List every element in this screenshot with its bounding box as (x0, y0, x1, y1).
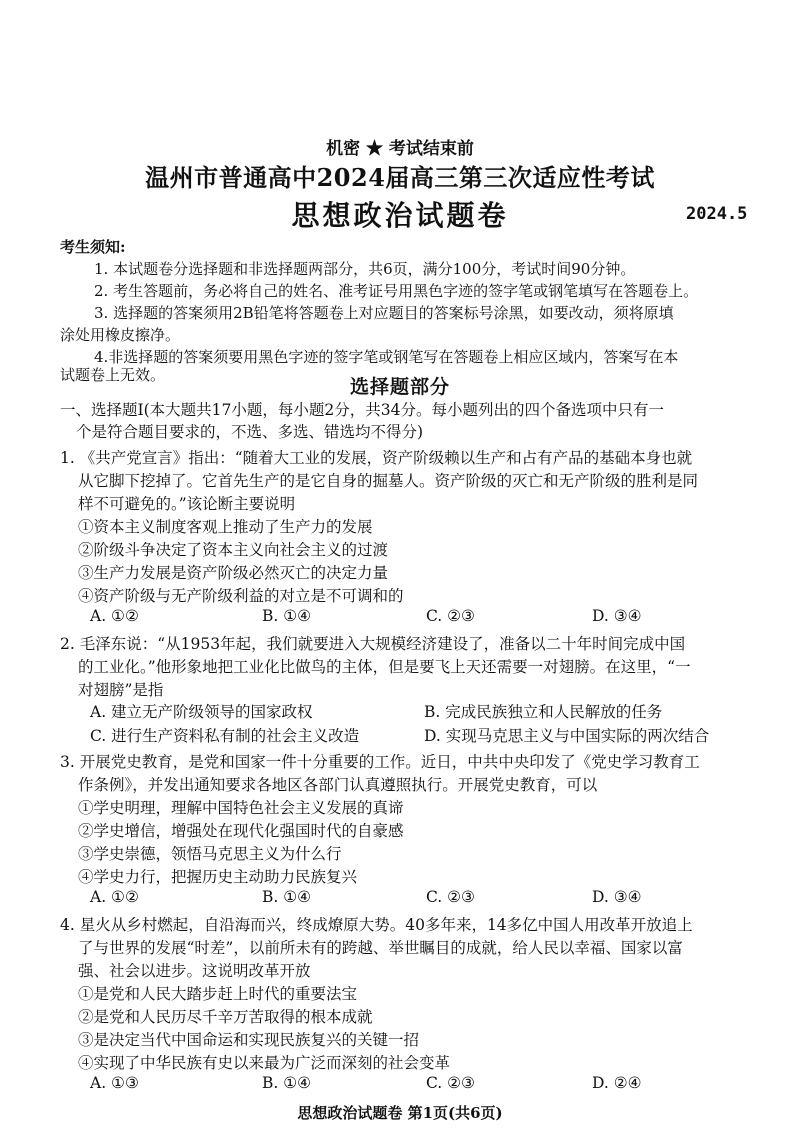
question-text: 从它脚下挖掉了。它首先生产的是它自身的掘墓人。资产阶级的灭亡和无产阶级的胜利是同 (78, 472, 699, 490)
question-text: 样不可避免的。”该论断主要说明 (78, 495, 296, 513)
answer-option: B. ①④ (262, 607, 312, 625)
answer-option: D. ②④ (592, 1074, 642, 1092)
statement-item: ①学史明理，理解中国特色社会主义发展的真谛 (78, 799, 404, 817)
answer-option: B. 完成民族独立和人民解放的任务 (424, 703, 663, 721)
section-title: 选择题部分 (349, 376, 450, 398)
exam-date: 2024.5 (686, 204, 748, 224)
question-text: 了与世界的发展“时差”，以前所未有的跨越、举世瞩目的成就，给人民以幸福、国家以富 (78, 939, 683, 957)
notice-heading: 考生须知: (60, 238, 126, 256)
statement-item: ④学史力行，把握历史主动助力民族复兴 (78, 868, 358, 886)
statement-item: ④实现了中华民族有史以来最为广泛而深刻的社会变革 (78, 1054, 451, 1072)
notice-line: 2. 考生答题前，务必将自己的姓名、准考证号用黑色字迹的签字笔或钢笔填写在答题卷上。 (94, 282, 699, 300)
statement-item: ②阶级斗争决定了资本主义向社会主义的过渡 (78, 541, 389, 559)
answer-option: C. 进行生产资料私有制的社会主义改造 (90, 727, 360, 745)
question-text: 1. 《共产党宣言》指出：“随着大工业的发展，资产阶级赖以生产和占有产品的基础本身也就 (60, 449, 693, 467)
answer-option: D. ③④ (592, 888, 642, 906)
question-text: 强、社会以进步。这说明改革开放 (78, 962, 311, 980)
notice-line: 4.非选择题的答案须要用黑色字迹的签字笔或钢笔写在答题卷上相应区域内，答案写在本 (94, 348, 679, 366)
part-instruction: 一、选择题Ⅰ(本大题共17小题，每小题2分，共34分。每小题列出的四个备选项中只有一 (60, 401, 664, 419)
notice-line: 3. 选择题的答案须用2B铅笔将答题卷上对应题目的答案标号涂黑，如要改动，须将原填 (94, 304, 674, 322)
exam-subtitle: 思想政治试题卷 (291, 199, 509, 232)
answer-option: C. ②③ (426, 888, 475, 906)
question-text: 对翅膀”是指 (78, 681, 164, 699)
question-text: 4. 星火从乡村燃起，自沿海而兴，终成燎原大势。40多年来，14多亿中国人用改革开放追上 (60, 916, 693, 934)
answer-option: A. ①② (90, 607, 139, 625)
exam-title: 温州市普通高中2024届高三第三次适应性考试 (145, 163, 655, 192)
statement-item: ①是党和人民大踏步赶上时代的重要法宝 (78, 985, 358, 1003)
answer-option: D. ③④ (592, 607, 642, 625)
answer-option: A. ①② (90, 888, 139, 906)
statement-item: ③是决定当代中国命运和实现民族复兴的关键一招 (78, 1031, 420, 1049)
statement-item: ④资产阶级与无产阶级利益的对立是不可调和的 (78, 587, 404, 605)
statement-item: ②是党和人民历尽千辛万苦取得的根本成就 (78, 1008, 373, 1026)
question-text: 3. 开展党史教育，是党和国家一件十分重要的工作。近日，中共中央印发了《党史学习教育工 (60, 753, 700, 771)
statement-item: ③生产力发展是资产阶级必然灭亡的决定力量 (78, 564, 389, 582)
question-text: 2. 毛泽东说：“从1953年起，我们就要进入大规模经济建设了，准备以二十年时间完成中国 (60, 635, 686, 653)
page-footer: 思想政治试题卷 第1页(共6页) (297, 1104, 503, 1122)
answer-option: B. ①④ (262, 1074, 312, 1092)
question-text: 作条例》，并发出通知要求各地区各部门认真遵照执行。开展党史教育，可以 (78, 776, 598, 794)
statement-item: ②学史增信，增强处在现代化强国时代的自豪感 (78, 822, 404, 840)
notice-line: 1. 本试题卷分选择题和非选择题两部分，共6页，满分100分，考试时间90分钟。 (94, 260, 636, 278)
statement-item: ③学史崇德，领悟马克思主义为什么行 (78, 845, 342, 863)
notice-line: 试题卷上无效。 (60, 366, 166, 384)
answer-option: C. ②③ (426, 1074, 475, 1092)
answer-option: A. ①③ (90, 1074, 139, 1092)
question-text: 的工业化。”他形象地把工业化比做鸟的主体，但是要飞上天还需要一对翅膀。在这里，“一 (78, 658, 691, 676)
answer-option: A. 建立无产阶级领导的国家政权 (90, 703, 313, 721)
answer-option: C. ②③ (426, 607, 475, 625)
answer-option: B. ①④ (262, 888, 312, 906)
confidential-label: 机密 ★ 考试结束前 (326, 139, 474, 159)
answer-option: D. 实现马克思主义与中国实际的两次结合 (424, 727, 710, 745)
part-instruction: 个是符合题目要求的，不选、多选、错选均不得分) (76, 423, 424, 441)
notice-line: 涂处用橡皮擦净。 (60, 326, 181, 344)
statement-item: ①资本主义制度客观上推动了生产力的发展 (78, 518, 373, 536)
